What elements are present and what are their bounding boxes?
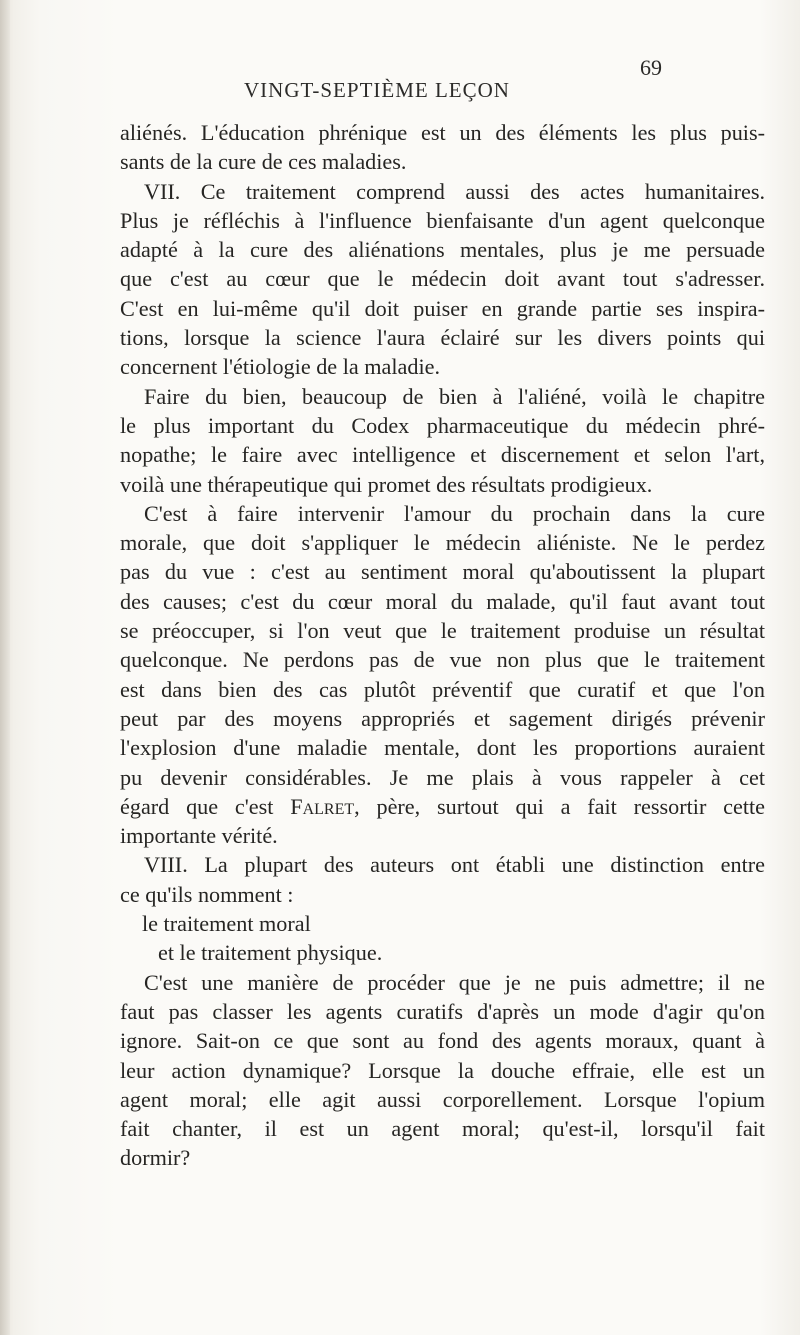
- text-line: dormir?: [120, 1145, 191, 1171]
- text-line: pu devenir considérables. Je me plais à vous rappeler à cet: [120, 764, 765, 790]
- text-line: et le traitement physique.: [158, 940, 383, 966]
- text-line: faut pas classer les agents curatifs d'après un mode d'agir qu'on: [120, 998, 765, 1024]
- text-line: sants de la cure de ces maladies.: [120, 149, 407, 175]
- running-header: VINGT-SEPTIÈME LEÇON: [244, 78, 510, 102]
- text-line: le plus important du Codex pharmaceutique du médecin phré-: [120, 412, 765, 438]
- text-line: ce qu'ils nomment :: [120, 881, 294, 907]
- text-line: que c'est au cœur que le médecin doit avant tout s'adresser.: [120, 266, 765, 292]
- text-line: Plus je réfléchis à l'influence bienfaisante d'un agent quelconque: [120, 207, 765, 233]
- text-line: concernent l'étiologie de la maladie.: [120, 354, 441, 380]
- text-line: importante vérité.: [120, 823, 278, 849]
- text-line: C'est à faire intervenir l'amour du prochain dans la cure: [144, 500, 765, 526]
- text-line: voilà une thérapeutique qui promet des résultats prodigieux.: [120, 471, 653, 497]
- body-text: [120, 118, 765, 1173]
- text-fragment: , père, surtout qui a fait ressortir cette: [354, 793, 766, 819]
- text-line: est dans bien des cas plutôt préventif que curatif et que l'on: [120, 676, 765, 702]
- text-line: quelconque. Ne perdons pas de vue non plus que le traitement: [120, 647, 765, 673]
- text-line: VIII. La plupart des auteurs ont établi une distinction entre: [144, 852, 765, 878]
- text-line: tions, lorsque la science l'aura éclairé sur les divers points qui: [120, 325, 765, 351]
- text-line: VII. Ce traitement comprend aussi des actes humanitaires.: [144, 178, 765, 204]
- text-line: se préoccuper, si l'on veut que le traitement produise un résultat: [120, 618, 765, 644]
- text-line: ignore. Sait-on ce que sont au fond des agents moraux, quant à: [120, 1028, 765, 1054]
- page-gutter-shadow: [0, 0, 10, 1335]
- text-line: l'explosion d'une maladie mentale, dont les proportions auraient: [120, 735, 765, 761]
- text-line: morale, que doit s'appliquer le médecin aliéniste. Ne le perdez: [120, 530, 765, 556]
- text-line: C'est une manière de procéder que je ne puis admettre; il ne: [144, 969, 765, 995]
- text-line: adapté à la cure des aliénations mentales, plus je me persuade: [120, 237, 765, 263]
- text-line: leur action dynamique? Lorsque la douche effraie, elle est un: [120, 1057, 765, 1083]
- author-name: Falret: [290, 793, 355, 819]
- text-fragment: égard que c'est: [120, 793, 274, 819]
- page-number: 69: [640, 55, 662, 80]
- text-line: [120, 792, 765, 821]
- text-line: peut par des moyens appropriés et sagement dirigés prévenir: [120, 705, 765, 731]
- text-line: pas du vue : c'est au sentiment moral qu'aboutissent la plupart: [120, 559, 765, 585]
- text-line: nopathe; le faire avec intelligence et discernement et selon l'art,: [120, 442, 765, 468]
- text-line: C'est en lui-même qu'il doit puiser en grande partie ses inspira-: [120, 295, 765, 321]
- text-line: Faire du bien, beaucoup de bien à l'aliéné, voilà le chapitre: [144, 383, 765, 409]
- text-line: le traitement moral: [142, 911, 311, 937]
- text-line: des causes; c'est du cœur moral du malade, qu'il faut avant tout: [120, 588, 765, 614]
- text-line: agent moral; elle agit aussi corporellement. Lorsque l'opium: [120, 1086, 765, 1112]
- text-line: aliénés. L'éducation phrénique est un des éléments les plus puis-: [120, 120, 765, 145]
- text-line: fait chanter, il est un agent moral; qu'est-il, lorsqu'il fait: [120, 1116, 765, 1142]
